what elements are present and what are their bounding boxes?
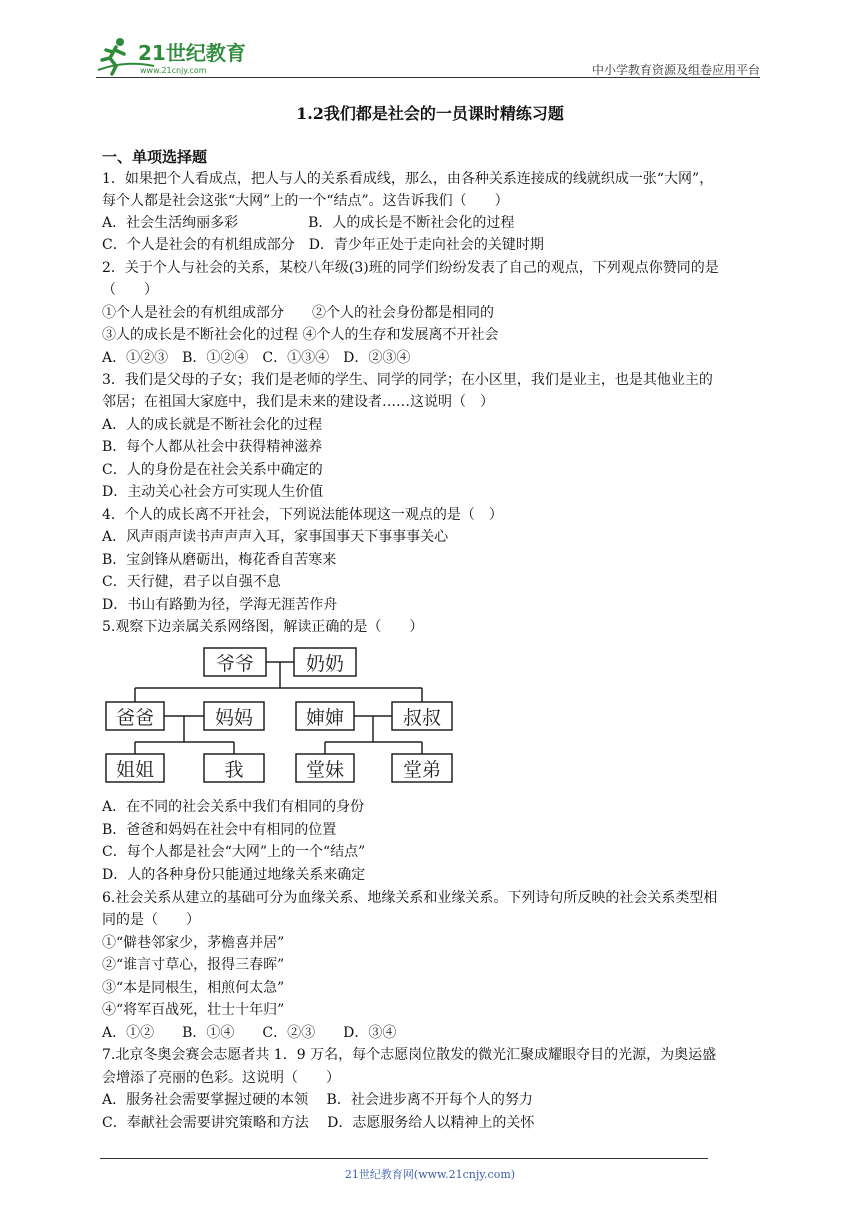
q6-options: A．①② B．①④ C．②③ D．③④ xyxy=(102,1025,397,1041)
header-divider xyxy=(96,77,760,78)
site-logo xyxy=(96,36,256,76)
q2-statements-34: ③人的成长是不断社会化的过程 ④个人的生存和发展离不开社会 xyxy=(102,327,499,343)
q6-poem-4: ④“将军百战死，壮士十年归” xyxy=(102,1002,285,1018)
q6-stem-line2: 同的是（ ） xyxy=(102,912,200,928)
q5-option-b: B．爸爸和妈妈在社会中有相同的位置 xyxy=(102,822,337,838)
q4-option-c: C．天行健，君子以自强不息 xyxy=(102,574,281,590)
q5-option-d: D．人的各种身份只能通过地缘关系来确定 xyxy=(102,867,366,883)
label-dad: 爸爸 xyxy=(115,707,155,729)
q2-stem-line2: （ ） xyxy=(102,282,158,298)
q3-option-c: C．人的身份是在社会关系中确定的 xyxy=(102,462,323,478)
q7-stem-line1: 7.北京冬奥会赛会志愿者共 1．9 万名，每个志愿岗位散发的微光汇聚成耀眼夺目的光源，为奥运盛 xyxy=(102,1047,717,1063)
logo-text: 21世纪教育 xyxy=(138,41,246,65)
platform-name: 中小学教育资源及组卷应用平台 xyxy=(591,63,760,77)
q7-options-cd: C．奉献社会需要讲究策略和方法 D．志愿服务给人以精神上的关怀 xyxy=(102,1115,535,1131)
footer-link[interactable]: 21世纪教育网(www.21cnjy.com) xyxy=(344,1168,516,1181)
q7-stem-line2: 会增添了亮丽的色彩。这说明（ ） xyxy=(102,1070,340,1086)
document-title: 1.2我们都是社会的一员课时精练习题 xyxy=(296,104,564,123)
section-heading: 一、单项选择题 xyxy=(102,148,208,166)
q2-stem-line1: 2．关于个人与社会的关系，某校八年级(3)班的同学们纷纷发表了自己的观点，下列观点你赞同的是 xyxy=(102,260,719,276)
q3-option-a: A．人的成长就是不断社会化的过程 xyxy=(102,417,323,433)
q5-option-c: C．每个人都是社会“大网”上的一个“结点” xyxy=(102,844,366,860)
q2-statements-12: ①个人是社会的有机组成部分 ②个人的社会身份都是相同的 xyxy=(102,305,494,321)
label-grandma: 奶奶 xyxy=(305,653,345,675)
q4-option-a: A．风声雨声读书声声声入耳，家事国事天下事事事关心 xyxy=(102,529,449,545)
footer-divider xyxy=(100,1158,708,1159)
q2-options: A．①②③ B．①②④ C．①③④ D．②③④ xyxy=(102,350,411,366)
q3-option-b: B．每个人都从社会中获得精神滋养 xyxy=(102,439,323,455)
q4-option-b: B．宝剑锋从磨砺出，梅花香自苦寒来 xyxy=(102,552,337,568)
q7-options-ab: A．服务社会需要掌握过硬的本领 B．社会进步离不开每个人的努力 xyxy=(102,1092,533,1108)
q3-option-d: D．主动关心社会方可实现人生价值 xyxy=(102,484,324,500)
q5-stem: 5.观察下边亲属关系网络图，解读正确的是（ ） xyxy=(102,619,424,635)
q6-poem-1: ①“僻巷邻家少，茅檐喜并居” xyxy=(102,935,285,951)
q1-stem-line1: 1．如果把个人看成点，把人与人的关系看成线，那么，由各种关系连接成的线就织成一张“大网”， xyxy=(102,171,714,187)
q6-stem-line1: 6.社会关系从建立的基础可分为血缘关系、地缘关系和业缘关系。下列诗句所反映的社会关系类型相 xyxy=(102,890,718,906)
q1-stem-line2: 每个人都是社会这张“大网”上的一个“结点”。这告诉我们（ ） xyxy=(102,193,509,209)
q1-options-cd: C．个人是社会的有机组成部分 D．青少年正处于走向社会的关键时期 xyxy=(102,237,544,253)
label-cousin-m: 堂弟 xyxy=(402,759,442,781)
q4-stem: 4．个人的成长离不开社会，下列说法能体现这一观点的是（ ） xyxy=(102,507,503,523)
q6-poem-3: ③“本是同根生，相煎何太急” xyxy=(102,980,285,996)
q3-stem-line2: 邻居；在祖国大家庭中，我们是未来的建设者……这说明（ ） xyxy=(102,394,494,410)
logo-url: www.21cnjy.com xyxy=(140,66,207,75)
label-cousin-f: 堂妹 xyxy=(305,759,345,781)
q1-options-ab: A．社会生活绚丽多彩 B．人的成长是不断社会化的过程 xyxy=(102,215,515,231)
label-sister: 姐姐 xyxy=(115,759,155,781)
kinship-connectors xyxy=(135,662,422,754)
q5-option-a: A．在不同的社会关系中我们有相同的身份 xyxy=(102,799,365,815)
label-me: 我 xyxy=(224,759,244,781)
q4-option-d: D．书山有路勤为径，学海无涯苦作舟 xyxy=(102,597,338,613)
label-mom: 妈妈 xyxy=(214,707,254,729)
label-grandpa: 爷爷 xyxy=(215,653,255,675)
q6-poem-2: ②“谁言寸草心，报得三春晖” xyxy=(102,957,285,973)
label-uncle: 叔叔 xyxy=(402,707,442,729)
kinship-diagram xyxy=(100,644,460,786)
label-aunt: 婶婶 xyxy=(305,707,345,729)
q3-stem-line1: 3．我们是父母的子女；我们是老师的学生、同学的同学；在小区里，我们是业主，也是其他业主的 xyxy=(102,372,713,388)
